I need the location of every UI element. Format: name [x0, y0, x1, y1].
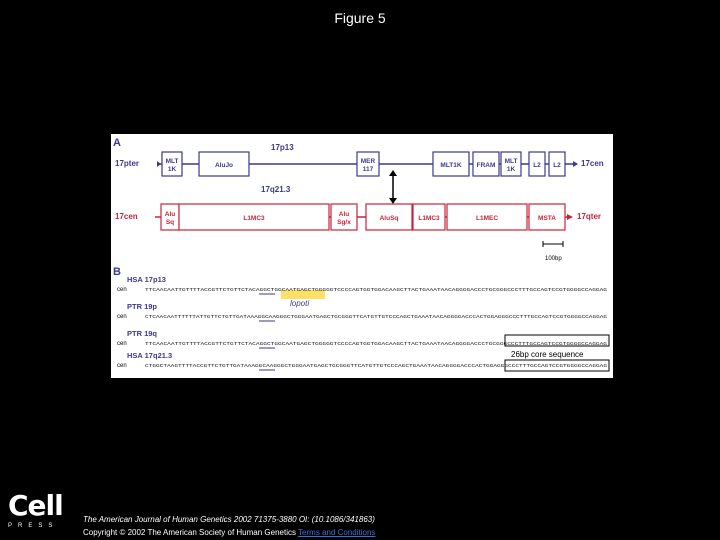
top-repeat-boxes: [162, 152, 565, 176]
top-left-arrow-icon: [157, 161, 161, 167]
repeat-box-label: L1MC3: [418, 215, 440, 222]
bottom-chrom-label: 17q21.3: [261, 185, 291, 194]
sequence-text: CTCAACAATTTTTTATTGTTCTGTTGATAAAGGCAAGGGCTGGGAATGAGCTGCGGGTTCATGTTGTCCCAGCTGAAATAACAGGGGACCCACTGGAGGGCCCTTTGCCAGTCCGTGGGGCCAGGAG: [145, 315, 518, 320]
repeat-box-label: Sq: [165, 219, 175, 226]
sequence-text: CTGGCTAAGTTTTACCGTTCTGTTGATAAAGGCAAGGGCTGGGAATGAGCTGCGGGTTCATGTTGTCCCAGCTGAAATAACAGGGGACCCACTGGAGGGCCCTTTGCCAGTCCGTGGGGCCAGGAG: [145, 364, 515, 369]
panel-a-label: A: [113, 137, 121, 149]
repeat-box: [433, 152, 469, 176]
sequence-row: [117, 275, 607, 294]
repeat-box-label: MLT: [165, 158, 179, 165]
repeat-box: [549, 152, 565, 176]
sequence-name: HSA 17q21.3: [127, 351, 173, 360]
repeat-box-label: L2: [553, 162, 561, 169]
copyright-line: [83, 528, 375, 537]
repeat-box: [162, 152, 182, 176]
repeat-box-label: MLT: [504, 158, 518, 165]
repeat-box: [331, 204, 357, 230]
repeat-box-label: L1MEC: [475, 215, 499, 222]
repeat-box-label: FRAM: [476, 162, 496, 169]
top-right-end: 17cen: [581, 159, 604, 168]
figure-svg: [111, 134, 613, 378]
top-right-arrow-icon: [573, 161, 578, 167]
connector-up-arrow-icon: [389, 170, 397, 176]
sequence-row: [117, 302, 607, 321]
terms-link[interactable]: Terms and Conditions: [298, 528, 376, 537]
core-sequence-label: 26bp core sequence: [511, 350, 584, 359]
repeat-box-label: 1K: [506, 166, 516, 173]
repeat-box-label: 117: [362, 166, 374, 173]
repeat-box-label: Alu: [164, 211, 176, 218]
repeat-box: [501, 152, 521, 176]
logo-word: Cell: [8, 489, 63, 522]
repeat-box: [357, 152, 379, 176]
repeat-box: [529, 152, 545, 176]
bottom-left-end: 17cen: [115, 212, 138, 221]
top-chrom-label: 17p13: [271, 143, 294, 152]
page-title: Figure 5: [334, 10, 386, 26]
cen-label: cen: [117, 287, 127, 293]
repeat-box: [366, 204, 412, 230]
repeat-box: [473, 152, 499, 176]
repeat-box: [447, 204, 527, 230]
cen-label: cen: [117, 314, 127, 320]
copyright-text: Copyright © 2002 The American Society of Human Genetics: [83, 528, 296, 537]
repeat-box-label: AluSq: [379, 215, 399, 222]
repeat-box: [179, 204, 329, 230]
repeat-box-label: AluJo: [214, 162, 234, 169]
sequence-name: PTR 19p: [127, 302, 158, 311]
sequence-text: TTCAACAATTGTTTTACCGTTCTGTTCTACAGGCTGGCAATGAGCTGGGGGTCCCCAGTGGTGGACAAGCTTACTGAAATAACAGGGGACCCTGCGGGCCCTTTGCCAGTCCGTGGGGCCAGGAG: [145, 342, 512, 347]
repeat-box-label: Alu: [338, 211, 350, 218]
repeat-box-label: MSTA: [538, 215, 556, 222]
cen-label: cen: [117, 341, 127, 347]
bottom-right-arrow-icon: [567, 214, 573, 220]
repeat-box: [199, 152, 249, 176]
cen-label: cen: [117, 363, 127, 369]
connector-down-arrow-icon: [389, 198, 397, 204]
logo-sub: PRESS: [8, 523, 59, 529]
repeat-box-label: L2: [533, 162, 541, 169]
sequence-row: [117, 329, 607, 348]
citation-line: The American Journal of Human Genetics 2002 71375-3880 OI: (10.1086/341863): [83, 515, 375, 524]
cell-press-logo: [8, 489, 68, 532]
repeat-box-label: L1MC3: [243, 215, 265, 222]
top-left-end: 17pter: [115, 159, 140, 168]
sequence-name: PTR 19q: [127, 329, 158, 338]
repeat-box-label: 1K: [167, 166, 177, 173]
repeat-box-label: MLT1K: [440, 162, 462, 169]
repeat-box-label: MER: [360, 158, 376, 165]
lopoti-label: lopoti: [290, 299, 310, 308]
sequence-text: TTCAACAATTGTTTTACCGTTCTGTTCTACAGGCTGGCAATGAGCTGGGGGTCCCCAGTGGTGGACAAGCTTACTGAAATAACAGGGGACCCTGCGGGCCCTTTGCCAGTCCGTGGGGCCAGGAG: [145, 288, 512, 293]
repeat-box: [161, 204, 179, 230]
repeat-box: [413, 204, 445, 230]
bottom-right-end: 17qter: [577, 212, 602, 221]
sequence-name: HSA 17p13: [127, 275, 166, 284]
repeat-box-label: Sg/x: [337, 219, 351, 226]
scale-label: 100bp: [545, 256, 562, 262]
figure-panel: [111, 134, 613, 378]
repeat-box: [529, 204, 565, 230]
panel-b-label: B: [113, 266, 121, 278]
